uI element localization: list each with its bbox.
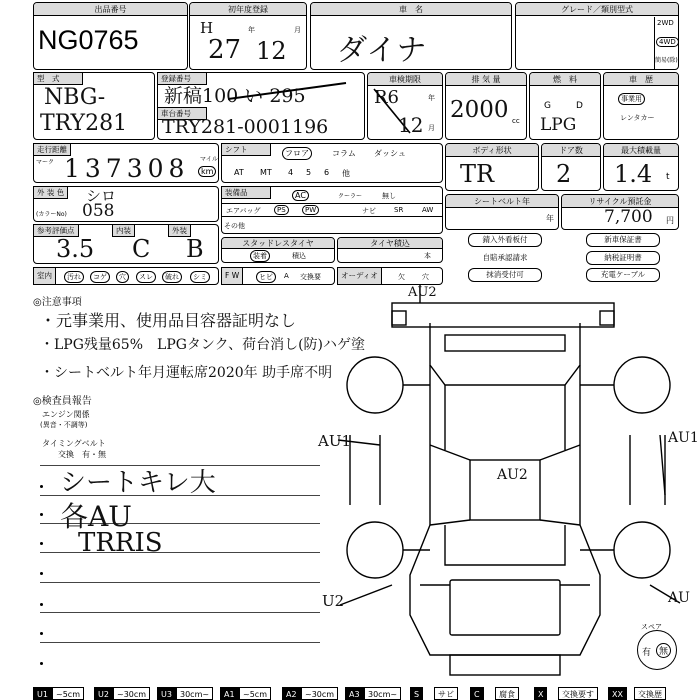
- drive-column: [654, 17, 678, 69]
- fuel-box: [529, 72, 601, 140]
- legend-xx-val: 交換歴: [634, 687, 666, 700]
- disp-box: [445, 72, 527, 140]
- mark-au1-right: AU1: [668, 430, 699, 446]
- windshield: [450, 580, 560, 635]
- studless-loaded: 積込: [292, 252, 306, 260]
- shift-other: 他: [342, 169, 350, 178]
- model-label: 型 式: [33, 72, 83, 85]
- use-label: 車 歴: [604, 73, 678, 86]
- note-line-2: ・LPG残量65% LPGタンク、荷台消し(防)ハゲ塗: [40, 337, 366, 353]
- report-heading: ◎検査員報告: [33, 396, 92, 407]
- note-line-1: ・元事業用、使用品目容器証明なし: [40, 311, 297, 330]
- report-rule-5: [40, 582, 320, 583]
- use-rental: レンタカー: [620, 114, 655, 122]
- mileage-box: [33, 143, 219, 183]
- inspect-label: 車検期限: [368, 73, 442, 86]
- note-line-3: ・シートベルト年月運転席2020年 助手席不明: [40, 365, 333, 381]
- model-box: [33, 72, 155, 140]
- mileage-value: 137308: [64, 154, 190, 183]
- chassis-label: 車台番号: [157, 107, 207, 120]
- wheel-front-right: [614, 522, 670, 578]
- equip-ps: PS: [274, 205, 289, 215]
- rear-panel: [445, 335, 565, 351]
- reg-box: [157, 72, 365, 140]
- reg-number: 新稿100 い 295: [164, 85, 306, 107]
- score-label: 参考評価点: [33, 224, 79, 237]
- grade-box: [515, 2, 679, 70]
- legend-a2-val: ~30cm: [301, 687, 338, 700]
- inspect-month: 12: [398, 113, 424, 137]
- tire-label: タイヤ積込: [338, 238, 442, 249]
- car-name-box: [310, 2, 512, 70]
- report-bullet-5: [40, 603, 43, 606]
- seatbelt-unit: 年: [546, 214, 554, 223]
- wheel-front-left: [347, 522, 403, 578]
- load-value: 1.4: [614, 160, 653, 188]
- equip-other-label: その他: [224, 222, 245, 230]
- studless-label: スタッドレスタイヤ: [222, 238, 334, 249]
- legend-u1-val: ~5cm: [52, 687, 84, 700]
- bed-corners: [430, 445, 580, 525]
- load-unit: t: [666, 172, 670, 182]
- equip-cooler: クーラー: [338, 193, 363, 200]
- room-label: 室内: [33, 267, 56, 285]
- era: H: [200, 19, 214, 37]
- inspect-era: R6: [374, 87, 400, 108]
- audio-missing: 欠: [398, 273, 405, 281]
- doc-warranty: 新車保証書: [586, 233, 660, 247]
- fuel-value: LPG: [540, 115, 577, 135]
- shift-dash: ダッシュ: [374, 149, 406, 158]
- doc-sign: 錆入外看板付: [468, 233, 542, 247]
- studless-mounted: 装着: [250, 250, 270, 262]
- fw-crack: ヒビ: [256, 271, 276, 283]
- fw-replace: 交換要: [300, 273, 321, 281]
- mile-unit: マイル: [200, 156, 218, 163]
- mileage-mark: マーク: [36, 159, 55, 166]
- report-line-3: TRRIS: [78, 528, 163, 558]
- spare-yes: 有: [642, 648, 652, 658]
- room-box: [33, 267, 219, 285]
- rear-corner-right: [600, 311, 614, 325]
- inspect-box: [367, 72, 443, 140]
- timing-label: タイミングベルト: [42, 439, 106, 448]
- shift-at: AT: [234, 168, 244, 177]
- room-hole: 穴: [116, 271, 129, 283]
- engine-label: エンジン関係: [42, 410, 90, 419]
- timing-options: 交換 有・無: [58, 450, 106, 459]
- room-burn: コゲ: [90, 271, 110, 283]
- displacement: 2000: [450, 97, 509, 123]
- legend-u3-key: U3: [157, 687, 176, 700]
- spare-label: スペア: [641, 623, 662, 631]
- car-name: ダイナ: [337, 33, 427, 68]
- bed-rear: [430, 323, 580, 385]
- room-dirt: 汚れ: [64, 271, 84, 283]
- shift-box: [221, 143, 443, 183]
- legend-c-val: 腐食: [495, 687, 519, 700]
- interior-value: C: [132, 235, 151, 263]
- shift-column: コラム: [332, 149, 356, 158]
- equip-sr: SR: [394, 206, 404, 214]
- seatbelt-label: シートベルト年: [446, 195, 558, 208]
- legend-c-key: C: [470, 687, 484, 700]
- lot-label: 出品番号: [34, 3, 187, 16]
- doors-label: ドア数: [542, 144, 600, 157]
- report-bullet-7: [40, 662, 43, 665]
- legend-u3-val: 30cm~: [176, 687, 213, 700]
- fuel-d: D: [576, 101, 583, 111]
- mark-au1-left: AU1: [318, 432, 352, 450]
- equip-label: 装備品: [221, 186, 271, 199]
- legend-a3-key: A3: [345, 687, 364, 700]
- bed-sides: [430, 365, 580, 445]
- report-bullet-6: [40, 632, 43, 635]
- doors-box: [541, 143, 601, 191]
- reg-year: 27: [208, 35, 242, 65]
- shift-5: 5: [306, 168, 312, 177]
- seatbelt-box: [445, 194, 559, 230]
- reg-strike: [228, 81, 348, 103]
- cab-back: [445, 525, 565, 565]
- cc-unit: cc: [512, 117, 520, 125]
- wheel-rear-left: [347, 357, 403, 413]
- recycle-box: [561, 194, 679, 230]
- room-scuff: スレ: [136, 271, 156, 283]
- inspect-year-unit: 年: [428, 94, 435, 102]
- drive-other: 簡易(除): [655, 57, 678, 64]
- inspect-month-unit: 月: [428, 124, 435, 132]
- fuel-label: 燃 料: [530, 73, 600, 86]
- legend-x-val: 交換要す: [558, 687, 598, 700]
- doc-cancel: 抹消受付可: [468, 268, 542, 282]
- load-label: 最大積載量: [604, 144, 678, 157]
- equip-none: 無し: [382, 192, 396, 200]
- equip-ac: AC: [292, 190, 309, 201]
- equip-aw: AW: [422, 206, 434, 214]
- model-line1: NBG-: [44, 85, 106, 110]
- audio-label: オーディオ: [337, 267, 382, 285]
- mark-au2-top: AU2: [408, 285, 437, 300]
- legend-s-key: S: [410, 687, 423, 700]
- legend-a1-val: ~5cm: [239, 687, 271, 700]
- lot-number: NG0765: [38, 25, 139, 55]
- body-type: TR: [460, 160, 495, 188]
- legend-u2-val: ~30cm: [113, 687, 150, 700]
- drive-2wd: 2WD: [657, 19, 674, 27]
- color-box: [33, 186, 219, 222]
- spare-no: 無: [656, 643, 671, 658]
- fw-box: [221, 267, 335, 285]
- legend-u1-key: U1: [33, 687, 52, 700]
- report-line-1: シートキレ大: [60, 468, 216, 498]
- month-unit: 月: [294, 26, 301, 34]
- mark-u2: U2: [322, 592, 345, 610]
- disp-label: 排 気 量: [446, 73, 526, 86]
- score-box: [33, 224, 219, 264]
- doc-insurance: 自賠承認請求: [468, 251, 542, 265]
- tire-box: [337, 237, 443, 263]
- fw-label: F W: [221, 267, 243, 285]
- report-bullet-3: [40, 542, 43, 545]
- year-unit: 年: [248, 26, 255, 34]
- yen-unit: 円: [666, 216, 674, 225]
- legend-u2-key: U2: [94, 687, 113, 700]
- first-reg-label: 初年度登録: [190, 3, 306, 16]
- interior-label: 内装: [112, 224, 135, 237]
- equip-airbag: エアバッグ: [226, 207, 261, 215]
- engine-sub: (異音・不調等): [40, 421, 88, 429]
- legend-a1-key: A1: [220, 687, 239, 700]
- shift-4: 4: [288, 168, 294, 177]
- grade-label: グレード／類別型式: [516, 3, 678, 16]
- use-business: 事業用: [618, 93, 645, 105]
- fw-a: A: [284, 272, 289, 280]
- legend-a2-key: A2: [282, 687, 301, 700]
- recycle-value: 7,700: [604, 207, 653, 227]
- exterior-value: B: [186, 235, 204, 263]
- car-name-label: 車 名: [311, 3, 511, 16]
- mark-au-right: AU: [668, 590, 690, 606]
- mark-arrow-au1-right: [660, 435, 665, 495]
- tire-unit: 本: [424, 252, 431, 260]
- report-line-2: 各AU: [60, 500, 132, 533]
- report-bullet-4: [40, 572, 43, 575]
- shift-label: シフト: [221, 143, 271, 156]
- front-bumper: [450, 655, 560, 675]
- bed-inner: [445, 385, 565, 450]
- report-rule-6: [40, 612, 320, 613]
- load-box: [603, 143, 679, 191]
- color-label: 外 装 色: [33, 186, 68, 199]
- doc-cable: 充電ケーブル: [586, 268, 660, 282]
- doors-value: 2: [556, 160, 572, 188]
- fuel-g: G: [544, 101, 551, 111]
- equip-navi: ナビ: [362, 207, 376, 215]
- first-reg-box: [189, 2, 307, 70]
- equip-box: [221, 186, 443, 234]
- bed-front-sides: [430, 445, 580, 525]
- exterior-label: 外装: [168, 224, 191, 237]
- room-stain: シミ: [190, 271, 210, 283]
- audio-box: [337, 267, 443, 285]
- shift-6: 6: [324, 168, 330, 177]
- model-line2: TRY281: [40, 111, 128, 136]
- studless-box: [221, 237, 335, 263]
- equip-pw: PW: [302, 205, 319, 215]
- mark-arrow-u2: [340, 585, 392, 605]
- audio-hole: 穴: [422, 273, 429, 281]
- lot-box: [33, 2, 188, 70]
- recycle-label: リサイクル預託金: [562, 195, 678, 208]
- drive-4wd: 4WD: [656, 37, 679, 47]
- notes-heading: ◎注意事項: [33, 297, 82, 308]
- chassis-number: TRY281-0001196: [162, 116, 329, 138]
- doc-tax: 納税証明書: [586, 251, 660, 265]
- mileage-label: 走行距離: [33, 143, 71, 156]
- rear-corner-left: [392, 311, 406, 325]
- body-box: [445, 143, 539, 191]
- legend-x-key: X: [534, 687, 547, 700]
- color-no-label: (カラーNo): [36, 211, 67, 218]
- legend-s-val: サビ: [434, 687, 458, 700]
- color-value: シロ: [86, 187, 117, 205]
- legend-a3-val: 30cm~: [364, 687, 401, 700]
- score-value: 3.5: [56, 235, 95, 263]
- mark-au2-bed: AU2: [497, 467, 528, 483]
- shift-floor: フロア: [282, 147, 312, 160]
- report-bullet-2: [40, 513, 43, 516]
- report-rule-7: [40, 642, 320, 643]
- use-box: [603, 72, 679, 140]
- wheel-rear-right: [614, 357, 670, 413]
- color-no: 058: [82, 201, 115, 221]
- legend-xx-key: XX: [608, 687, 627, 700]
- km-unit: km: [198, 166, 216, 177]
- report-bullet-1: [40, 485, 43, 488]
- body-label: ボディ形状: [446, 144, 538, 157]
- reg-month: 12: [256, 37, 287, 65]
- shift-mt: MT: [260, 168, 272, 177]
- reg-no-label: 登録番号: [157, 72, 207, 85]
- room-tear: 破れ: [162, 271, 182, 283]
